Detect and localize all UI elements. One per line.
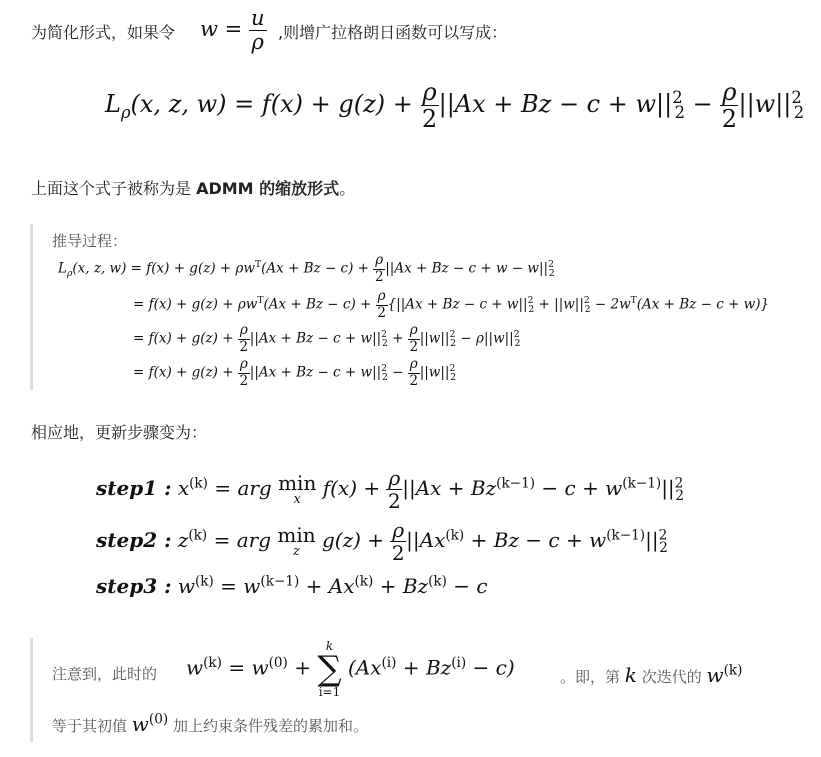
scaled-form-paragraph <box>31 176 355 199</box>
frac-denominator: ρ <box>251 30 264 54</box>
frac-numerator: ρ <box>377 288 386 304</box>
step-label: step3 : <box>96 574 172 598</box>
power: 2 <box>674 475 684 492</box>
expr-b: (Ax + Bz − c) + <box>261 260 369 277</box>
iter-sup: (k−1) <box>606 527 646 544</box>
power: 2 <box>583 295 590 306</box>
frac-denominator: 2 <box>409 372 419 389</box>
iter-sup: (k) <box>189 475 208 492</box>
w-symbol: w <box>186 655 204 680</box>
power: 2 <box>381 363 388 374</box>
norm-index: 2 <box>659 540 668 556</box>
power: 2 <box>513 329 520 340</box>
derivation-line-1 <box>58 254 555 284</box>
augmented-lagrangian-equation <box>105 80 804 131</box>
expr-b: ||Ax + Bz − c + w|| <box>249 330 382 347</box>
min-operator <box>278 473 316 506</box>
note-quote-bar <box>30 638 33 742</box>
transpose: T <box>257 295 264 306</box>
norm-close: || <box>645 528 659 552</box>
step3-formula <box>96 574 488 598</box>
w-symbol: w <box>200 17 218 41</box>
expr-d: + ||w|| <box>534 296 584 313</box>
frac-numerator: ρ <box>239 322 248 338</box>
expr-a: g(z) + <box>321 528 385 552</box>
norm-term: ||Ax + Bz − c + w|| <box>438 90 673 118</box>
expr-c: − c <box>446 574 488 598</box>
norm-index: 2 <box>528 304 535 316</box>
norm-index: 2 <box>674 102 685 122</box>
expr-c: ||Ax + Bz − c + w − w|| <box>385 260 549 277</box>
sum-lower: i=1 <box>318 685 341 699</box>
line2-pre: 等于其初值 <box>52 717 128 735</box>
expr-b: ||Ax + Bz <box>402 476 497 500</box>
frac-denominator: 2 <box>239 338 249 355</box>
expr-c: − c) <box>466 655 515 680</box>
bold-term: ADMM 的缩放形式 <box>196 179 340 198</box>
iter-sup: (k) <box>428 573 447 590</box>
frac-denominator: 2 <box>391 541 405 565</box>
w-symbol: w <box>706 663 724 687</box>
expr-a: = f(x) + g(z) + ρw <box>133 296 258 313</box>
min-text: min <box>277 523 316 547</box>
power: 2 <box>791 88 802 107</box>
iter-sup: (k−1) <box>622 475 662 492</box>
norm-index: 2 <box>382 372 388 384</box>
sum-symbol: ∑ <box>317 649 342 689</box>
plus-sign: + <box>287 655 311 680</box>
var: w <box>177 574 195 598</box>
step1-formula <box>96 468 684 511</box>
power: 2 <box>548 259 554 270</box>
expr-d: − ρ||w|| <box>456 330 514 347</box>
frac-numerator: ρ <box>239 356 248 372</box>
derivation-line-3 <box>133 324 520 354</box>
frac-denominator: 2 <box>374 268 384 285</box>
eq-w0: = w <box>221 655 269 680</box>
summation-operator <box>317 640 341 698</box>
derivation-line-2 <box>133 290 769 320</box>
minus-sign: − <box>692 90 713 118</box>
power: 2 <box>672 88 683 107</box>
power: 2 <box>658 527 668 544</box>
lhs-args: (x, z, w) <box>72 260 127 277</box>
note-text-mid <box>560 663 742 687</box>
expr-c: ||w|| <box>419 330 450 347</box>
expr-c: {||Ax + Bz − c + w|| <box>387 296 528 313</box>
argmin-eq: = arg <box>213 528 271 552</box>
norm-index: 2 <box>793 102 805 122</box>
norm-index: 2 <box>514 338 521 350</box>
note-text-pre: 注意到，此时的 <box>52 665 158 683</box>
frac-numerator: ρ <box>392 518 405 542</box>
iter-sup: (i) <box>381 654 397 671</box>
expr-c: − c + w <box>535 476 623 500</box>
rho-over-2-fraction <box>376 290 388 320</box>
iter-sup: (k) <box>203 654 222 671</box>
var: x <box>177 476 190 500</box>
plus-sign: + <box>387 330 404 347</box>
frac-denominator: 2 <box>409 338 419 355</box>
expr-b: ||Ax + Bz − c + w|| <box>249 364 382 381</box>
rho-over-2-fraction <box>408 324 420 354</box>
expr-b: (Ax + Bz − c) + <box>263 296 372 313</box>
transpose: T <box>630 295 637 306</box>
frac-numerator: ρ <box>422 78 437 106</box>
expr-c: + Bz − c + w <box>464 528 607 552</box>
iter-sup: (k−1) <box>496 475 536 492</box>
norm-close: || <box>661 476 675 500</box>
expr-f: (Ax + Bz − c + w)} <box>636 296 770 313</box>
sum-upper: k <box>325 639 334 653</box>
frac-numerator: ρ <box>375 252 384 268</box>
step-label: step1 : <box>96 476 172 500</box>
norm-index: 2 <box>382 338 388 350</box>
iter-sup: (k) <box>723 662 743 679</box>
expr-a: = f(x) + g(z) + <box>133 330 234 347</box>
L-symbol: L <box>105 90 121 118</box>
frac-numerator: ρ <box>409 322 418 338</box>
power: 2 <box>381 329 388 340</box>
power: 2 <box>449 363 456 374</box>
intro-formula <box>200 8 267 53</box>
frac-numerator: u <box>250 6 265 30</box>
expr-b: + Bz <box>373 574 429 598</box>
argmin-eq: = arg <box>214 476 272 500</box>
norm-index: 2 <box>450 338 457 350</box>
expr-b: + Bz <box>396 655 452 680</box>
step2-formula <box>96 520 668 563</box>
rho-over-2-fraction <box>238 358 250 388</box>
power: 2 <box>527 295 534 306</box>
iter-sup: (k−1) <box>260 573 300 590</box>
derivation-title: 推导过程： <box>52 232 128 250</box>
w-norm-term: ||w|| <box>738 90 792 118</box>
step-label: step2 : <box>96 528 172 552</box>
w-symbol: w <box>131 712 149 736</box>
minus-sign: − <box>387 364 404 381</box>
L-symbol: L <box>58 260 67 277</box>
iter-sup: (0) <box>148 711 169 728</box>
intro-text-post: ,则增广拉格朗日函数可以写成： <box>278 23 508 42</box>
mid-text-2: 次迭代的 <box>641 668 702 686</box>
rhs-part-a: = f(x) + g(z) + <box>234 90 413 118</box>
expr-a: f(x) + <box>322 476 381 500</box>
norm-index: 2 <box>450 372 457 384</box>
expr-a: (Ax <box>347 655 382 680</box>
expr-c: ||w|| <box>419 364 450 381</box>
mid-text: 。即，第 <box>560 668 621 686</box>
var: z <box>177 528 189 552</box>
expr-a: = f(x) + g(z) + <box>133 364 234 381</box>
iter-sup: (k) <box>354 573 374 590</box>
frac-denominator: 2 <box>387 489 401 513</box>
frac-denominator: 2 <box>721 105 738 133</box>
norm-index: 2 <box>584 304 591 316</box>
para-text: 上面这个式子被称为是 <box>31 179 197 198</box>
rho-over-2-fraction <box>408 358 420 388</box>
iter-sup: (0) <box>268 654 288 671</box>
min-operator <box>277 525 315 558</box>
frac-numerator: ρ <box>388 466 401 490</box>
iter-sup: (i) <box>451 654 467 671</box>
expr-b: ||Ax <box>406 528 446 552</box>
note-formula <box>186 640 515 698</box>
frac-numerator: ρ <box>722 78 737 106</box>
rho-over-2-fraction <box>238 324 250 354</box>
frac-numerator: ρ <box>409 356 418 372</box>
min-sub: x <box>293 492 301 507</box>
frac-denominator: 2 <box>377 304 386 321</box>
rho-over-2-fraction <box>390 520 406 563</box>
derivation-line-4 <box>133 358 456 388</box>
intro-paragraph <box>31 20 175 43</box>
norm-index: 2 <box>675 488 684 504</box>
expr-e: − 2w <box>590 296 631 313</box>
transpose: T <box>254 259 262 270</box>
equals-sign: = <box>224 17 243 41</box>
u-over-rho-fraction <box>249 8 267 53</box>
update-steps-paragraph: 相应地，更新步骤变为： <box>31 423 208 442</box>
frac-denominator: 2 <box>421 105 438 133</box>
eq-w: = w <box>220 574 261 598</box>
norm-index: 2 <box>548 268 555 280</box>
rho-over-2-fraction <box>720 80 738 131</box>
intro-text: 为简化形式，如果令 <box>31 23 176 42</box>
frac-denominator: 2 <box>239 372 249 389</box>
lhs-args: (x, z, w) <box>130 90 227 118</box>
para-text-end: 。 <box>339 179 356 198</box>
iter-sup: (k) <box>194 573 214 590</box>
rho-subscript: ρ <box>66 268 73 280</box>
note-line2 <box>52 712 368 736</box>
rho-over-2-fraction <box>373 254 385 284</box>
min-sub: z <box>293 544 300 559</box>
rho-subscript: ρ <box>120 102 131 122</box>
iter-sup: (k) <box>445 527 465 544</box>
k-symbol: k <box>624 663 637 687</box>
iter-sup: (k) <box>188 527 208 544</box>
expr-a: = f(x) + g(z) + ρw <box>130 260 255 277</box>
power: 2 <box>449 329 456 340</box>
rho-over-2-fraction <box>421 80 439 131</box>
derivation-quote-bar <box>30 224 33 390</box>
line2-post: 加上约束条件残差的累加和。 <box>172 717 368 735</box>
expr-a: + Ax <box>299 574 355 598</box>
rho-over-2-fraction <box>386 468 402 511</box>
min-text: min <box>278 471 317 495</box>
